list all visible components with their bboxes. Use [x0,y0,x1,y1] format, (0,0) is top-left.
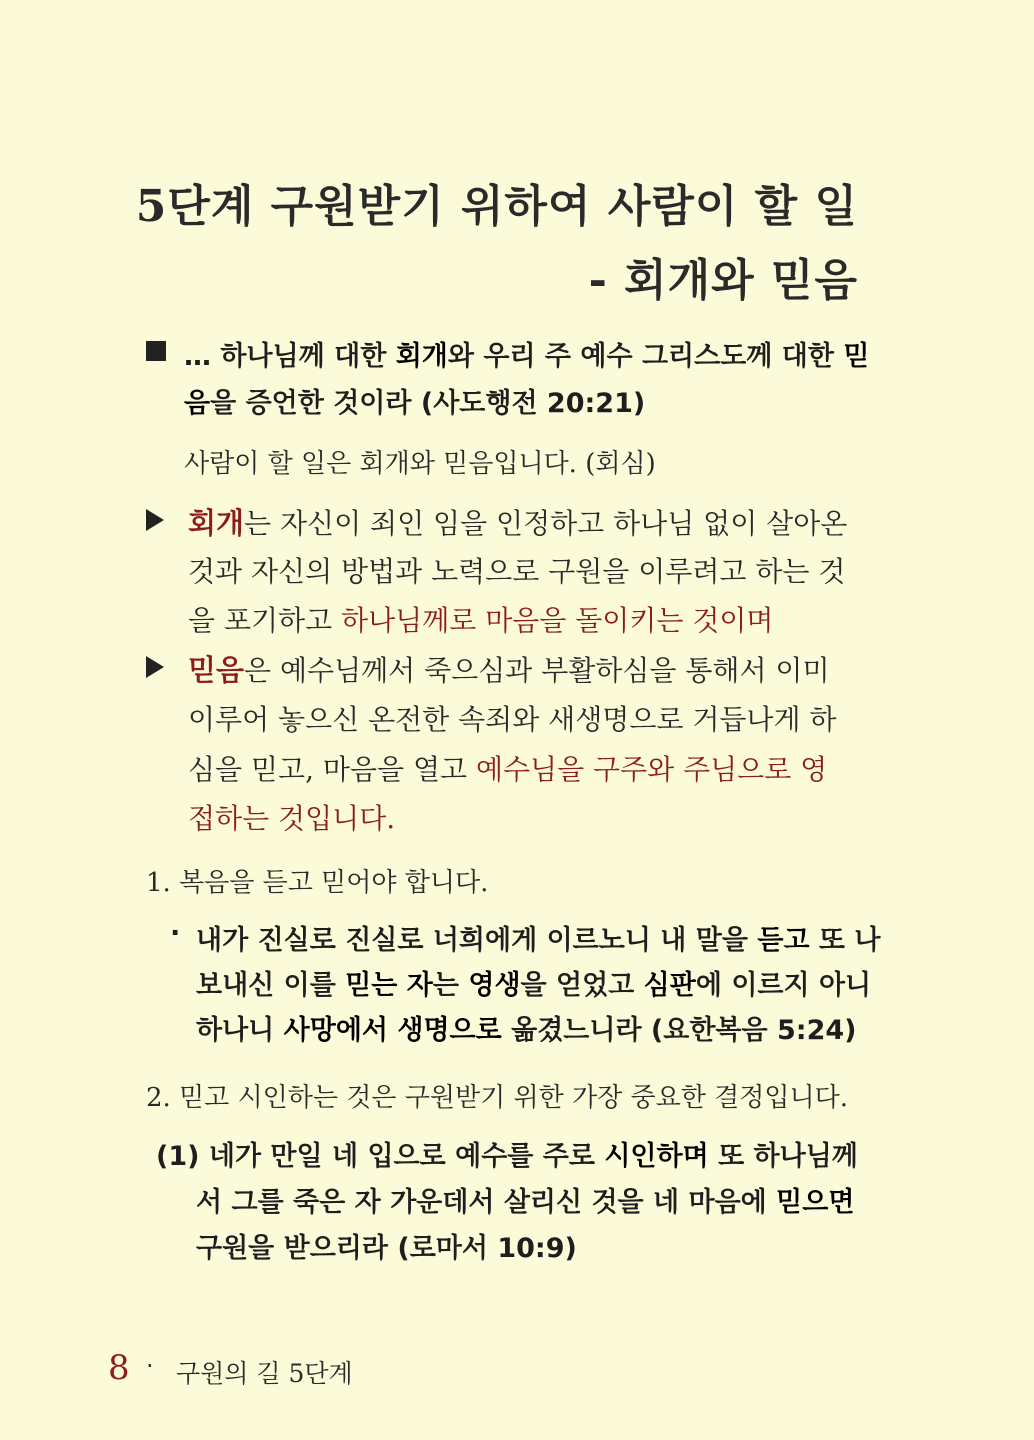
verse-john-line-2: 보내신 이를 믿는 자는 영생을 얻었고 심판에 이르지 아니 [196,970,872,1001]
page-number: 8 [108,1348,130,1388]
footer-label: 구원의 길 5단계 [176,1359,353,1388]
triangle-bullet-icon [146,509,164,531]
faith-line-1: 믿음은 예수님께서 죽으심과 부활하심을 통해서 이미 [188,653,830,687]
repentance-line-1: 회개는 자신이 죄인 임을 인정하고 하나님 없이 살아온 [188,506,848,540]
verse-acts-line-1: … 하나님께 대한 회개와 우리 주 예수 그리스도께 대한 믿 [184,341,870,372]
repentance-line-2: 것과 자신의 방법과 노력으로 구원을 이루려고 하는 것 [188,555,846,588]
square-bullet-icon [146,341,166,361]
point-2-heading: 2. 믿고 시인하는 것은 구원받기 위한 가장 중요한 결정입니다. [146,1083,848,1113]
verse-romans-line-3: 구원을 받으리라 (로마서 10:9) [196,1233,577,1264]
point-1-heading: 1. 복음을 듣고 믿어야 합니다. [146,868,489,898]
verse-acts-line-2: 음을 증언한 것이라 (사도행전 20:21) [184,388,646,419]
faith-line-2: 이루어 놓으신 온전한 속죄와 새생명으로 거듭나게 하 [188,703,837,736]
verse-john-line-3: 하나니 사망에서 생명으로 옮겼느니라 (요한복음 5:24) [196,1015,857,1046]
faith-line-4: 접하는 것입니다. [188,802,396,835]
repentance-line-3: 을 포기하고 하나님께로 마음을 돌이키는 것이며 [188,604,774,637]
footer-separator: · [146,1352,154,1380]
verse-romans-line-2: 서 그를 죽은 자 가운데서 살리신 것을 네 마음에 믿으면 [196,1187,855,1218]
faith-line-3: 심을 믿고, 마음을 열고 예수님을 구주와 주님으로 영 [188,753,828,786]
dot-bullet-icon: · [170,918,181,949]
page-title: 5단계 구원받기 위하여 사람이 할 일 [135,181,858,232]
summary-text: 사람이 할 일은 회개와 믿음입니다. (회심) [184,449,656,479]
verse-john-line-1: 내가 진실로 진실로 너희에게 이르노니 내 말을 듣고 또 나 [196,925,881,956]
page-subtitle: - 회개와 믿음 [588,255,858,306]
verse-romans-line-1: (1) 네가 만일 네 입으로 예수를 주로 시인하며 또 하나님께 [156,1141,858,1172]
triangle-bullet-icon [146,656,164,678]
